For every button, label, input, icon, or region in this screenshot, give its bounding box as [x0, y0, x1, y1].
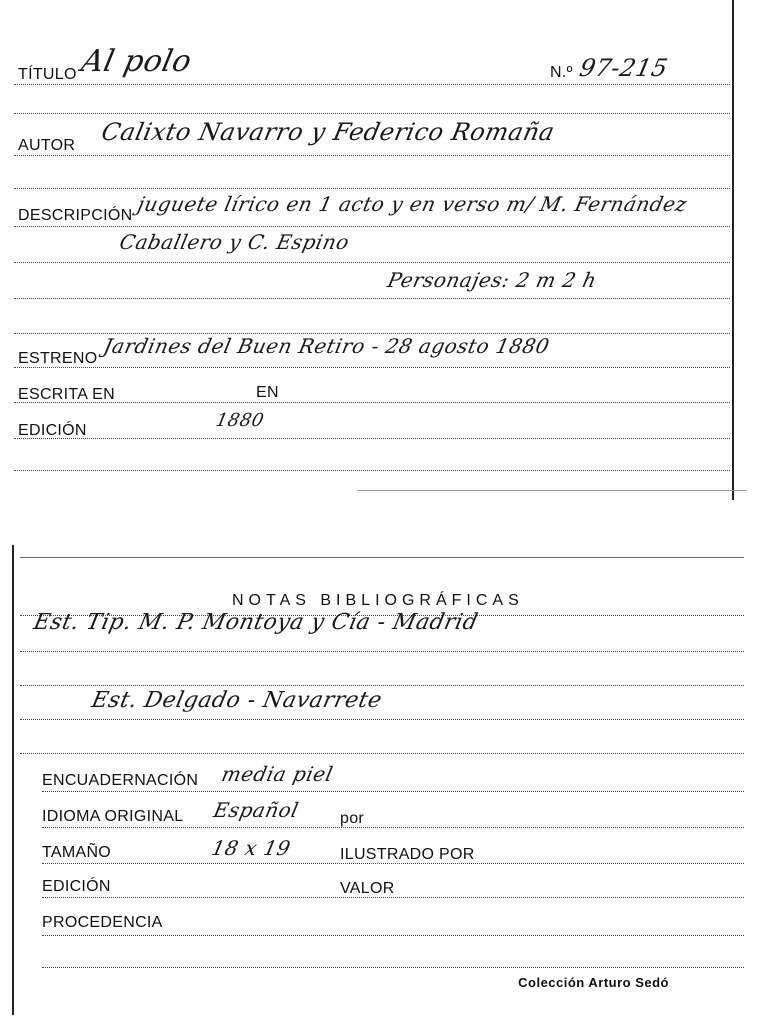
rule: [14, 438, 730, 439]
rule: [14, 188, 730, 189]
estreno-value: Jardines del Buen Retiro - 28 agosto 1880: [101, 334, 552, 358]
notas-line-2: Est. Delgado - Navarrete: [89, 688, 385, 713]
escrita-en-label: ESCRITA EN: [18, 386, 115, 403]
por-label: por: [340, 810, 365, 827]
en-label: EN: [256, 384, 279, 401]
encuadernacion-label: ENCUADERNACIÓN: [42, 772, 199, 789]
rule: [14, 226, 730, 227]
card-bottom-edge: [358, 490, 746, 491]
rule: [20, 719, 744, 720]
autor-value: Calixto Navarro y Federico Romaña: [99, 118, 558, 146]
estreno-label: ESTRENO: [18, 350, 98, 367]
valor-label: VALOR: [340, 880, 395, 897]
descripcion-line-2: Caballero y C. Espino: [117, 230, 352, 254]
rule: [14, 113, 730, 114]
descripcion-line-3: Personajes: 2 m 2 h: [385, 268, 599, 292]
rule: [20, 651, 744, 652]
procedencia-label: PROCEDENCIA: [42, 914, 163, 931]
tamano-label: TAMAÑO: [42, 844, 112, 861]
rule: [14, 298, 730, 299]
notas-line-1: Est. Tip. M. P. Montoya y Cía - Madrid: [31, 610, 481, 635]
rule: [14, 84, 730, 85]
rule: [42, 827, 744, 828]
rule: [14, 367, 730, 368]
rule: [20, 753, 744, 754]
collection-footer: Colección Arturo Sedó: [518, 975, 669, 990]
edicion-value: 1880: [213, 410, 267, 431]
rule: [14, 155, 730, 156]
card-right-border: [732, 0, 734, 500]
tamano-value: 18 x 19: [209, 836, 293, 860]
rule: [20, 685, 744, 686]
autor-label: AUTOR: [18, 137, 76, 154]
idioma-original-label: IDIOMA ORIGINAL: [42, 808, 184, 825]
rule: [42, 791, 744, 792]
edicion-label-notas: EDICIÓN: [42, 878, 111, 895]
descripcion-line-1: juguete lírico en 1 acto y en verso m/ M. Fernández: [135, 192, 690, 216]
catalog-card-top: [0, 0, 745, 500]
rule: [42, 935, 744, 936]
ilustrado-por-label: ILUSTRADO POR: [340, 846, 475, 863]
encuadernacion-value: media piel: [219, 762, 336, 786]
numero-value: 97-215: [577, 54, 671, 82]
rule: [42, 967, 744, 968]
rule: [14, 262, 730, 263]
edicion-label: EDICIÓN: [18, 422, 87, 439]
idioma-original-value: Español: [211, 798, 301, 822]
rule: [20, 557, 744, 558]
numero-label: N.º: [550, 64, 573, 81]
descripcion-label: DESCRIPCIÓN: [18, 207, 133, 224]
rule: [14, 402, 730, 403]
titulo-value: Al polo: [78, 44, 195, 79]
notas-heading: NOTAS BIBLIOGRÁFICAS: [232, 592, 524, 609]
titulo-label: TÍTULO: [18, 66, 77, 83]
rule: [14, 470, 730, 471]
